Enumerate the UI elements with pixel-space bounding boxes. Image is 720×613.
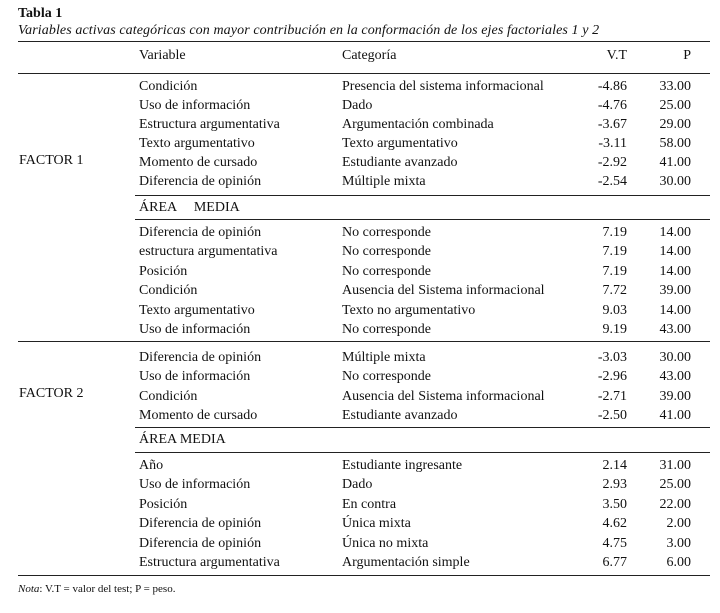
row-p: 6.00 [666,555,691,570]
factor-2-area-rule [135,452,710,453]
table-note [18,583,175,595]
factor-2-mid-rule [135,427,710,428]
row-p: 41.00 [659,407,691,423]
row-categoria: No corresponde [342,369,432,385]
row-variable: Momento de cursado [139,407,258,423]
row-vt: 2.14 [602,458,627,473]
row-vt: 7.19 [602,244,627,260]
row-p: 41.00 [659,155,691,170]
row-vt: 7.19 [602,263,627,279]
row-categoria: No corresponde [342,225,432,240]
row-variable: Momento de cursado [139,155,258,170]
row-vt: -3.11 [598,136,627,151]
row-categoria: No corresponde [342,244,432,260]
row-variable: Año [139,458,164,473]
row-p: 3.00 [666,535,691,551]
row-categoria: Múltiple mixta [342,174,426,189]
row-variable: Uso de información [139,322,251,337]
row-variable: Texto argumentativo [139,136,255,151]
bottom-rule [18,575,710,576]
factor-2-label: FACTOR 2 [19,386,84,401]
factor-1-label: FACTOR 1 [19,153,84,168]
factor-1-mid-rule [135,195,710,196]
row-vt: -4.76 [597,98,627,113]
row-variable: Posición [139,263,188,279]
row-vt: 6.77 [602,555,627,570]
row-p: 22.00 [659,496,691,512]
header-categoria: Categoría [342,48,397,63]
row-variable: Uso de información [139,369,251,385]
row-variable: Diferencia de opinión [139,225,262,240]
row-categoria: Estudiante avanzado [342,407,458,423]
row-variable: Condición [139,388,198,404]
row-p: 33.00 [659,79,691,94]
note-text: : V.T = valor del test; P = peso. [39,583,176,595]
row-categoria: Estudiante ingresante [342,458,463,473]
row-vt: -4.86 [597,79,627,94]
row-vt: -2.54 [597,174,627,189]
row-vt: 9.19 [602,322,627,337]
row-variable: Texto argumentativo [139,302,255,318]
row-p: 25.00 [659,477,691,493]
row-vt: 4.75 [602,535,627,551]
row-vt: -3.67 [597,117,627,132]
row-p: 14.00 [659,302,691,318]
row-variable: Diferencia de opinión [139,516,262,532]
row-categoria: No corresponde [342,322,432,337]
row-vt: -2.92 [597,155,627,170]
row-vt: 9.03 [602,302,627,318]
row-vt: 7.72 [602,283,627,299]
row-p: 2.00 [666,516,691,532]
row-variable: Diferencia de opinión [139,174,262,189]
row-vt: 3.50 [602,496,627,512]
note-label: Nota [18,583,40,595]
row-p: 25.00 [659,98,691,113]
factor-1-area-label: ÁREA MEDIA [139,200,240,215]
row-variable: Estructura argumentativa [139,117,280,132]
row-p: 30.00 [659,350,691,365]
row-variable: Uso de información [139,477,251,493]
header-vt: V.T [606,48,627,63]
row-categoria: Ausencia del Sistema informacional [342,388,545,404]
header-p: P [683,48,691,63]
row-vt: -2.96 [597,369,627,385]
row-p: 39.00 [659,388,691,404]
row-p: 30.00 [659,174,691,189]
header-variable: Variable [139,48,186,63]
row-variable: Condición [139,79,198,94]
row-p: 43.00 [659,369,691,385]
table-caption-title: Tabla 1 [18,6,63,21]
row-categoria: Única no mixta [342,535,429,551]
row-variable: Estructura argumentativa [139,555,280,570]
header-rule [18,73,710,74]
factor-divider-rule [18,341,710,342]
row-variable: Posición [139,496,188,512]
table-caption-subtitle: Variables activas categóricas con mayor contribución en la conformación de los ejes factoriales 1 y 2 [18,23,600,38]
row-vt: 4.62 [602,516,627,532]
factor-2-area-label: ÁREA MEDIA [139,432,226,447]
row-p: 58.00 [659,136,691,151]
row-p: 29.00 [659,117,691,132]
row-p: 14.00 [659,244,691,260]
row-p: 31.00 [659,458,691,473]
row-vt: -2.71 [597,388,627,404]
row-p: 39.00 [659,283,691,299]
row-categoria: Argumentación simple [342,555,470,570]
row-categoria: Argumentación combinada [342,117,494,132]
row-p: 14.00 [659,263,691,279]
row-categoria: Dado [342,477,373,493]
row-categoria: En contra [342,496,397,512]
top-rule [18,41,710,42]
row-vt: 2.93 [602,477,627,493]
row-categoria: Estudiante avanzado [342,155,458,170]
row-variable: estructura argumentativa [139,244,278,260]
row-vt: 7.19 [602,225,627,240]
row-variable: Diferencia de opinión [139,535,262,551]
row-p: 43.00 [659,322,691,337]
row-categoria: Ausencia del Sistema informacional [342,283,545,299]
row-categoria: Texto argumentativo [342,136,458,151]
row-categoria: Presencia del sistema informacional [342,79,544,94]
row-categoria: No corresponde [342,263,432,279]
row-categoria: Dado [342,98,373,113]
row-categoria: Única mixta [342,516,411,532]
row-vt: -3.03 [597,350,627,365]
factor-1-area-rule [135,219,710,220]
row-variable: Condición [139,283,198,299]
row-vt: -2.50 [597,407,627,423]
row-variable: Uso de información [139,98,251,113]
row-variable: Diferencia de opinión [139,350,262,365]
row-categoria: Texto no argumentativo [342,302,476,318]
row-p: 14.00 [659,225,691,240]
row-categoria: Múltiple mixta [342,350,426,365]
